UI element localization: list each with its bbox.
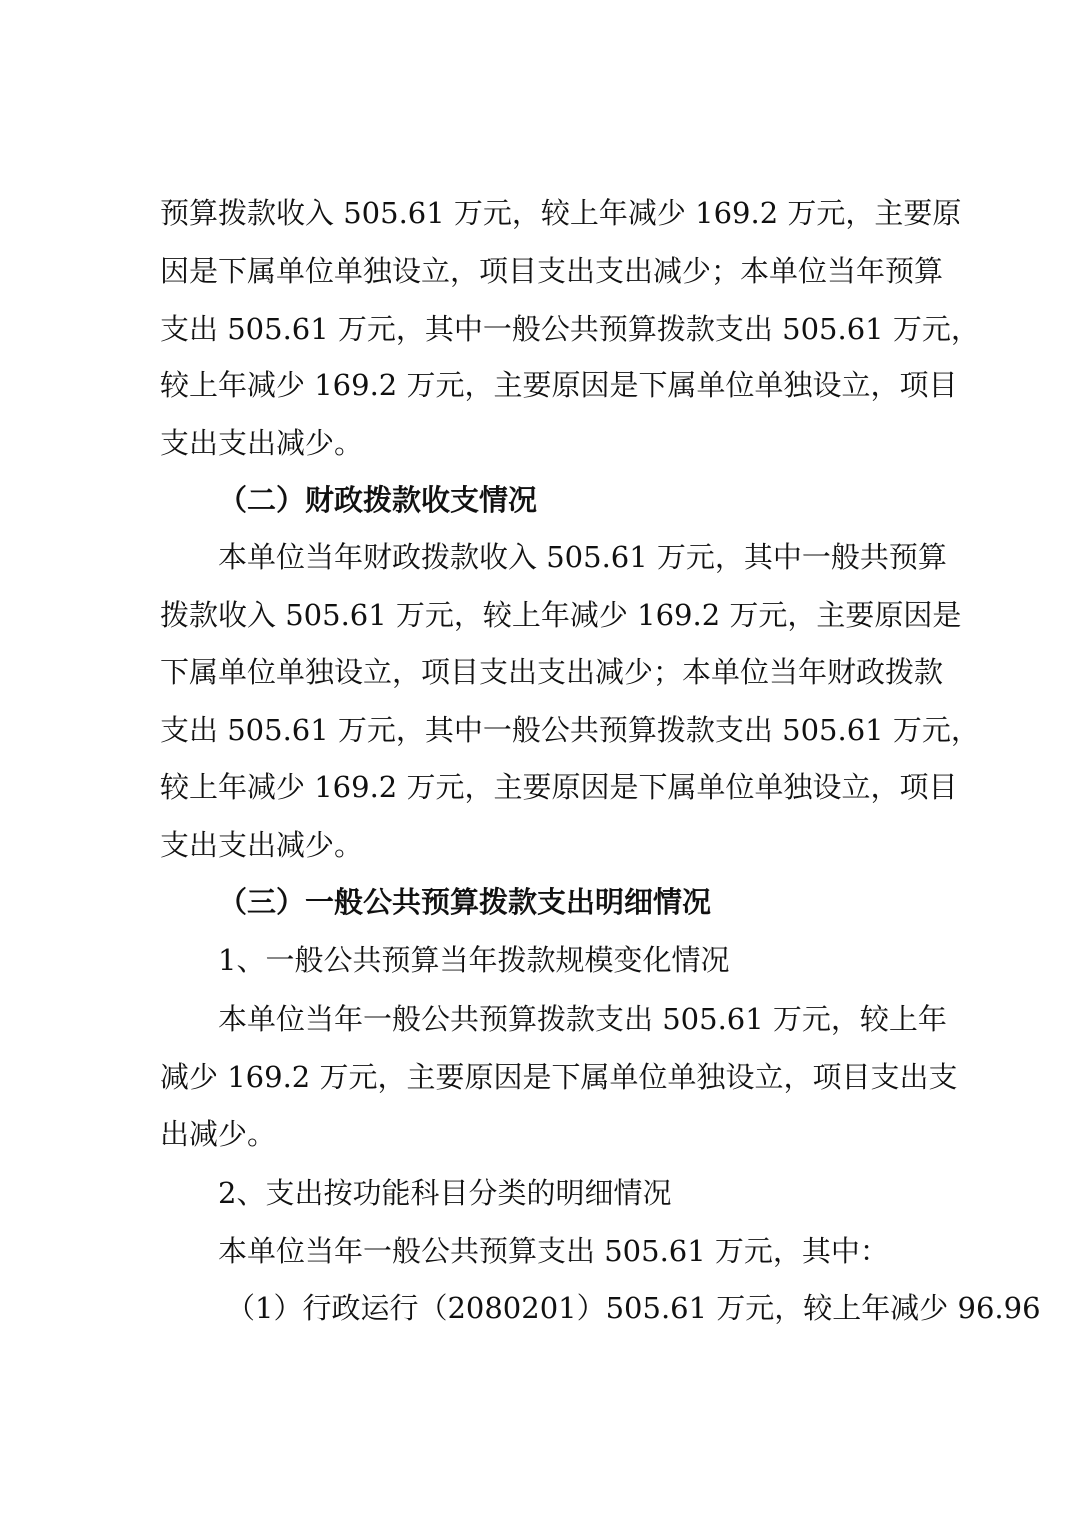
paragraph-line: 本单位当年财政拨款收入 505.61 万元，其中一般共预算 [218, 540, 947, 574]
paragraph-line: 本单位当年一般公共预算拨款支出 505.61 万元，较上年 [218, 1002, 947, 1036]
section-heading: （二）财政拨款收支情况 [218, 483, 538, 517]
subsection-heading: 1、一般公共预算当年拨款规模变化情况 [218, 943, 730, 977]
paragraph-line: 支出支出减少。 [160, 828, 364, 862]
paragraph-line: 因是下属单位单独设立，项目支出支出减少；本单位当年预算 [160, 254, 944, 288]
paragraph-line: 减少 169.2 万元，主要原因是下属单位单独设立，项目支出支 [160, 1060, 958, 1094]
paragraph-line: 预算拨款收入 505.61 万元，较上年减少 169.2 万元，主要原 [160, 196, 962, 230]
subsection-heading: 2、支出按功能科目分类的明细情况 [218, 1176, 672, 1210]
paragraph-line: 下属单位单独设立，项目支出支出减少；本单位当年财政拨款 [160, 655, 944, 689]
paragraph-line: 较上年减少 169.2 万元，主要原因是下属单位单独设立，项目 [160, 368, 958, 402]
paragraph-line: （1）行政运行（2080201）505.61 万元，较上年减少 96.96 [226, 1291, 1041, 1325]
paragraph-line: 较上年减少 169.2 万元，主要原因是下属单位单独设立，项目 [160, 770, 958, 804]
paragraph-line: 支出支出减少。 [160, 426, 364, 460]
paragraph-line: 拨款收入 505.61 万元，较上年减少 169.2 万元，主要原因是 [160, 598, 962, 632]
section-heading: （三）一般公共预算拨款支出明细情况 [218, 885, 712, 919]
paragraph-line: 本单位当年一般公共预算支出 505.61 万元，其中： [218, 1234, 889, 1268]
paragraph-line: 支出 505.61 万元，其中一般公共预算拨款支出 505.61 万元， [160, 713, 980, 747]
paragraph-line: 支出 505.61 万元，其中一般公共预算拨款支出 505.61 万元， [160, 312, 980, 346]
paragraph-line: 出减少。 [160, 1117, 277, 1151]
